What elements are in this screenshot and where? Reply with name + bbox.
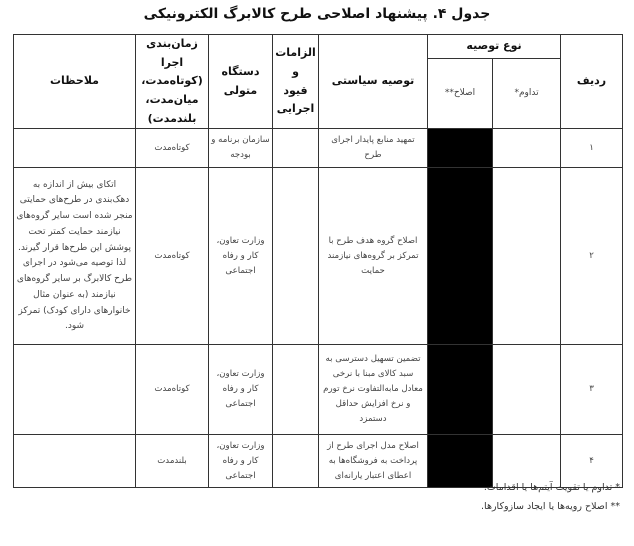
continue-cell	[493, 129, 561, 168]
header-policy: توصیه سیاستی	[319, 35, 428, 129]
table-title: جدول ۴. پیشنهاد اصلاحی طرح کالابرگ الکترونیکی	[143, 6, 491, 22]
timing-cell: کوتاه‌مدت	[136, 345, 209, 435]
redacted-reform-cell	[428, 435, 493, 488]
agency-cell: وزارت تعاون، کار و رفاه اجتماعی	[209, 168, 273, 345]
header-continue: تداوم*	[493, 58, 561, 129]
agency-cell: سازمان برنامه و بودجه	[209, 129, 273, 168]
policy-cell: تمهید منابع پایدار اجرای طرح	[319, 129, 428, 168]
redacted-reform-cell	[428, 129, 493, 168]
constraints-cell	[273, 168, 319, 345]
agency-cell: وزارت تعاون، کار و رفاه اجتماعی	[209, 345, 273, 435]
redacted-reform-cell	[428, 168, 493, 345]
table-row	[14, 435, 623, 488]
constraints-cell	[273, 129, 319, 168]
header-constraints: الزامات و قیود اجرایی	[273, 35, 319, 129]
policy-cell: اصلاح گروه هدف طرح با تمرکز بر گروه‌های نیازمند حمایت	[319, 168, 428, 345]
table-row	[14, 168, 623, 345]
header-agency: دستگاه متولی	[209, 35, 273, 129]
notes-cell	[14, 435, 136, 488]
table-row	[14, 129, 623, 168]
agency-cell: وزارت تعاون، کار و رفاه اجتماعی	[209, 435, 273, 488]
header-rec-type: نوع توصیه	[428, 35, 561, 59]
footnote-reform: ** اصلاح رویه‌ها یا ایجاد سازوکارها.	[481, 501, 620, 512]
timing-cell: کوتاه‌مدت	[136, 168, 209, 345]
timing-cell: کوتاه‌مدت	[136, 129, 209, 168]
header-notes: ملاحظات	[14, 35, 136, 129]
notes-cell	[14, 345, 136, 435]
notes-cell	[14, 129, 136, 168]
row-number: ۳	[561, 345, 623, 435]
row-number: ۱	[561, 129, 623, 168]
continue-cell	[493, 168, 561, 345]
policy-cell: اصلاح مدل اجرای طرح از پرداخت به فروشگاه‌ها به اعطای اعتبار یارانه‌ای	[319, 435, 428, 488]
recommendations-table	[13, 34, 623, 488]
header-row-no: ردیف	[561, 35, 623, 129]
continue-cell	[493, 345, 561, 435]
header-timing: زمان‌بندی اجرا (کوتاه‌مدت، میان‌مدت، بلندمدت)	[136, 35, 209, 129]
header-reform: اصلاح**	[428, 58, 493, 129]
continue-cell	[493, 435, 561, 488]
row-number: ۲	[561, 168, 623, 345]
redacted-reform-cell	[428, 345, 493, 435]
policy-cell: تضمین تسهیل دسترسی به سبد کالای مبنا با نرخی معادل مابه‌التفاوت نرخ تورم و نرخ افزایش حداقل دستمزد	[319, 345, 428, 435]
table-row	[14, 345, 623, 435]
constraints-cell	[273, 345, 319, 435]
row-number: ۴	[561, 435, 623, 488]
footnote-continue: * تداوم یا تقویت آیتم‌ها یا اقدامات.	[483, 482, 620, 493]
timing-cell: بلندمدت	[136, 435, 209, 488]
notes-cell: اتکای بیش از اندازه به دهک‌بندی در طرح‌های حمایتی منجر شده است سایر گروه‌های نیازمند حمایت کمتر تحت پوشش این طرح‌ها قرار گیرند. لذا توصیه می‌شود در اجرای طرح کالابرگ بر سایر گروه‌های نیازمند (به عنوان مثال خانوارهای دارای کودک) تمرکز شود.	[14, 168, 136, 345]
constraints-cell	[273, 435, 319, 488]
